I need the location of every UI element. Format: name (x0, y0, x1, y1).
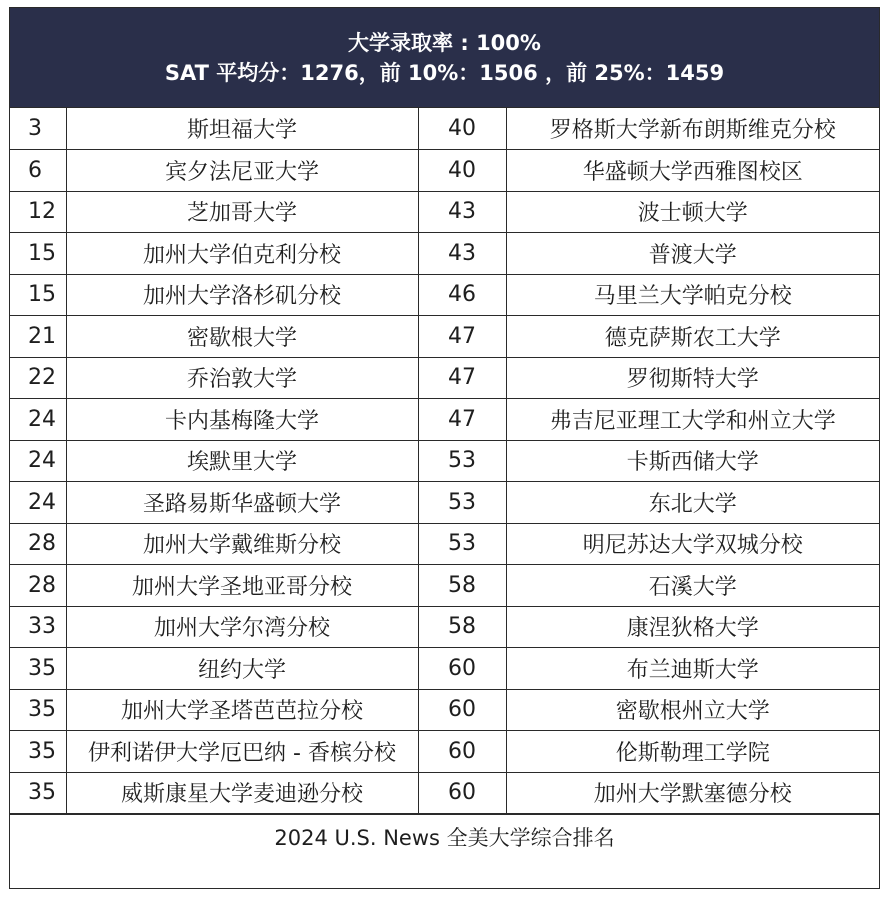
school-left-cell: 加州大学戴维斯分校 (66, 523, 418, 565)
rank-right-cell: 60 (418, 648, 506, 690)
table-row (10, 108, 879, 150)
rank-right-cell: 47 (418, 316, 506, 358)
rank-left-cell: 35 (10, 689, 66, 731)
rank-right-cell: 53 (418, 523, 506, 565)
school-right-cell: 华盛顿大学西雅图校区 (506, 150, 879, 192)
rank-right-cell: 58 (418, 565, 506, 607)
school-left-cell: 纽约大学 (66, 648, 418, 690)
header-banner (10, 8, 879, 108)
rank-right-cell: 58 (418, 606, 506, 648)
school-right-cell: 波士顿大学 (506, 191, 879, 233)
school-left-cell: 加州大学圣地亚哥分校 (66, 565, 418, 607)
school-left-cell: 卡内基梅隆大学 (66, 399, 418, 441)
school-left-cell: 埃默里大学 (66, 440, 418, 482)
rank-left-cell: 12 (10, 191, 66, 233)
rank-right-cell: 60 (418, 731, 506, 773)
table-row (10, 482, 879, 524)
school-right-cell: 弗吉尼亚理工大学和州立大学 (506, 399, 879, 441)
acceptance-rate-text: 大学录取率 : 100% (348, 30, 541, 55)
rank-left-cell: 21 (10, 316, 66, 358)
ranking-table-body (10, 108, 879, 814)
rank-right-cell: 43 (418, 233, 506, 275)
school-left-cell: 宾夕法尼亚大学 (66, 150, 418, 192)
rank-left-cell: 3 (10, 108, 66, 150)
table-row (10, 191, 879, 233)
school-right-cell: 卡斯西储大学 (506, 440, 879, 482)
rank-left-cell: 35 (10, 731, 66, 773)
table-row (10, 233, 879, 275)
table-row (10, 274, 879, 316)
school-right-cell: 普渡大学 (506, 233, 879, 275)
source-footer: 2024 U.S. News 全美大学综合排名 (10, 814, 879, 859)
table-row (10, 606, 879, 648)
school-left-cell: 威斯康星大学麦迪逊分校 (66, 772, 418, 814)
school-right-cell: 马里兰大学帕克分校 (506, 274, 879, 316)
rank-right-cell: 53 (418, 482, 506, 524)
school-right-cell: 加州大学默塞德分校 (506, 772, 879, 814)
rank-left-cell: 15 (10, 233, 66, 275)
rank-right-cell: 46 (418, 274, 506, 316)
rank-left-cell: 24 (10, 399, 66, 441)
rank-left-cell: 28 (10, 565, 66, 607)
rank-right-cell: 40 (418, 150, 506, 192)
table-row (10, 689, 879, 731)
school-left-cell: 加州大学伯克利分校 (66, 233, 418, 275)
table-row (10, 399, 879, 441)
ranking-card (9, 7, 880, 889)
school-left-cell: 加州大学圣塔芭芭拉分校 (66, 689, 418, 731)
table-row (10, 565, 879, 607)
rank-left-cell: 22 (10, 357, 66, 399)
rank-left-cell: 24 (10, 482, 66, 524)
school-left-cell: 圣路易斯华盛顿大学 (66, 482, 418, 524)
school-right-cell: 布兰迪斯大学 (506, 648, 879, 690)
rank-left-cell: 33 (10, 606, 66, 648)
school-right-cell: 德克萨斯农工大学 (506, 316, 879, 358)
table-row (10, 523, 879, 565)
school-left-cell: 乔治敦大学 (66, 357, 418, 399)
rank-left-cell: 35 (10, 772, 66, 814)
school-left-cell: 加州大学洛杉矶分校 (66, 274, 418, 316)
ranking-table (10, 108, 879, 814)
school-right-cell: 密歇根州立大学 (506, 689, 879, 731)
rank-left-cell: 28 (10, 523, 66, 565)
rank-right-cell: 40 (418, 108, 506, 150)
school-right-cell: 石溪大学 (506, 565, 879, 607)
rank-right-cell: 60 (418, 689, 506, 731)
rank-left-cell: 24 (10, 440, 66, 482)
rank-right-cell: 47 (418, 399, 506, 441)
table-row (10, 316, 879, 358)
school-right-cell: 罗彻斯特大学 (506, 357, 879, 399)
school-left-cell: 芝加哥大学 (66, 191, 418, 233)
school-left-cell: 斯坦福大学 (66, 108, 418, 150)
table-row (10, 648, 879, 690)
school-right-cell: 明尼苏达大学双城分校 (506, 523, 879, 565)
rank-left-cell: 35 (10, 648, 66, 690)
school-right-cell: 东北大学 (506, 482, 879, 524)
table-row (10, 731, 879, 773)
rank-left-cell: 6 (10, 150, 66, 192)
school-right-cell: 康涅狄格大学 (506, 606, 879, 648)
sat-score-text: SAT 平均分：1276，前 10%：1506 ，前 25%：1459 (164, 60, 725, 85)
school-right-cell: 伦斯勒理工学院 (506, 731, 879, 773)
school-right-cell: 罗格斯大学新布朗斯维克分校 (506, 108, 879, 150)
rank-left-cell: 15 (10, 274, 66, 316)
school-left-cell: 加州大学尔湾分校 (66, 606, 418, 648)
school-left-cell: 密歇根大学 (66, 316, 418, 358)
rank-right-cell: 53 (418, 440, 506, 482)
table-row (10, 440, 879, 482)
table-row (10, 357, 879, 399)
school-left-cell: 伊利诺伊大学厄巴纳 - 香槟分校 (66, 731, 418, 773)
table-row (10, 150, 879, 192)
rank-right-cell: 43 (418, 191, 506, 233)
rank-right-cell: 47 (418, 357, 506, 399)
table-row (10, 772, 879, 814)
rank-right-cell: 60 (418, 772, 506, 814)
